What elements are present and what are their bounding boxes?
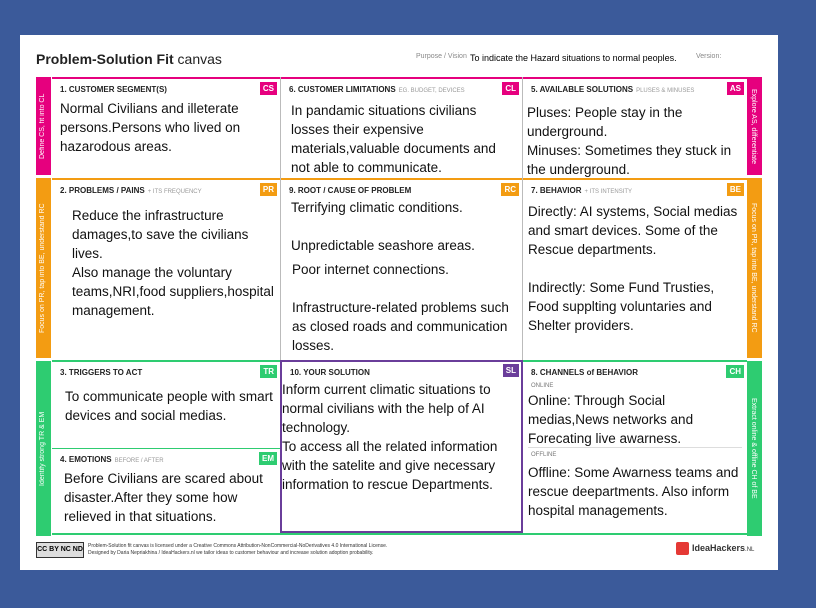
em-title: 4. EMOTIONS — [60, 455, 112, 464]
left-band-mid-label: Focus on PR, tap into BE, understand RC — [39, 203, 46, 333]
section-channels — [523, 362, 747, 533]
pr-text: Reduce the infrastructure damages,to save the civilians lives. Also manage the voluntary teams,NRI,food suppliers,hospital management. — [72, 208, 274, 318]
right-band-bottom — [747, 361, 762, 536]
page-title — [36, 51, 222, 67]
cc-license-badge: CC BY NC ND — [36, 542, 84, 558]
em-text: Before Civilians are scared about disaster.After they some how relieved in that situations. — [64, 471, 263, 524]
as-text: Pluses: People stay in the underground. Minuses: Sometimes they stuck in the underground. — [527, 105, 732, 177]
rc-text-1: Terrifying climatic conditions. — [291, 200, 463, 215]
pr-sub: + ITS FREQUENCY — [147, 189, 202, 195]
license-line-1: Problem-Solution fit canvas is licensed under a Creative Commons Attribution-NonCommercial-NoDerivatives 4.0 International License. — [88, 543, 388, 549]
license-text — [88, 543, 387, 557]
right-band-mid — [747, 178, 762, 358]
as-sub: PLUSES & MINUSES — [636, 88, 695, 94]
cs-text: Normal Civilians and illeterate persons.Persons who lived on hazarodous areas. — [60, 101, 241, 154]
rc-text-4: Infrastructure-related problems such as closed roads and communication losses. — [292, 300, 509, 353]
cl-header — [289, 85, 465, 94]
section-available-solutions — [523, 79, 747, 178]
left-band-bottom — [36, 361, 51, 536]
be-sub: + ITS INTENSITY — [584, 189, 633, 195]
section-triggers — [52, 362, 280, 448]
rc-text-2: Unpredictable seashore areas. — [291, 238, 475, 253]
em-sub: BEFORE / AFTER — [114, 458, 164, 464]
brand-suffix: .NL — [745, 546, 755, 553]
be-title: 7. BEHAVIOR — [531, 186, 582, 195]
tr-code: TR — [260, 365, 277, 378]
pr-title: 2. PROBLEMS / PAINS — [60, 186, 145, 195]
brand-name: IdeaHackers — [692, 542, 746, 553]
sl-header: 10. YOUR SOLUTION — [290, 368, 370, 377]
section-problems-pains — [52, 180, 280, 360]
right-band-bottom-label: Extract online & offline CH of BE — [750, 398, 757, 499]
left-band-top — [36, 77, 51, 175]
section-behavior — [523, 180, 747, 360]
row3-bottom-border — [52, 533, 747, 535]
ch-header: 8. CHANNELS of BEHAVIOR — [531, 368, 638, 377]
as-title: 5. AVAILABLE SOLUTIONS — [531, 85, 634, 94]
pr-code: PR — [260, 183, 277, 196]
version-label: Version: — [696, 53, 722, 60]
title-bold: Problem-Solution Fit — [36, 51, 174, 67]
cs-code: CS — [260, 82, 277, 95]
left-band-mid — [36, 178, 51, 358]
rc-code: RC — [501, 183, 519, 196]
as-code: AS — [727, 82, 744, 95]
left-band-top-label: Define CS, fit into CL — [39, 93, 46, 159]
cl-title: 6. CUSTOMER LIMITATIONS — [289, 85, 396, 94]
section-root-cause — [281, 180, 522, 360]
right-band-top-label: Explore AS, differentiate — [750, 88, 757, 164]
sl-code: SL — [503, 364, 519, 377]
section-your-solution — [282, 362, 521, 531]
em-code: EM — [259, 452, 277, 465]
right-band-mid-label: Focus on PR, tap into BE, understand RC — [750, 203, 757, 333]
em-header — [60, 455, 164, 464]
ch-divider — [528, 447, 742, 448]
cl-code: CL — [502, 82, 519, 95]
ch-offline-label: OFFLINE — [531, 452, 557, 458]
ch-offline-text: Offline: Some Awarness teams and rescue deepartments. Also inform hospital managements. — [528, 465, 739, 518]
be-code: BE — [727, 183, 744, 196]
ch-code: CH — [726, 365, 744, 378]
section-customer-limitations — [281, 79, 522, 178]
be-header — [531, 186, 632, 195]
tr-text: To communicate people with smart devices and social medias. — [65, 389, 273, 423]
left-band-bottom-label: Identify strong TR & EM — [39, 411, 46, 486]
as-header — [531, 85, 694, 94]
purpose-label: Purpose / Vision — [416, 53, 467, 60]
be-text: Directly: AI systems, Social medias and smart devices. Some of the Rescue departments. Indirectly: Some Fund Trusties, Food supplting voluntaries and Shelter providers. — [528, 204, 738, 333]
ch-online-text: Online: Through Social medias,News networks and Forecating live awarness. — [528, 393, 694, 446]
rc-header: 9. ROOT / CAUSE OF PROBLEM — [289, 186, 412, 195]
canvas-sheet — [20, 35, 778, 570]
ideahackers-logo — [676, 542, 754, 555]
section-emotions — [52, 449, 280, 533]
sl-text: Inform current climatic situations to normal civilians with the help of AI technology. To access all the related information with the satelite and give necessary information to rescue Departments. — [282, 382, 498, 492]
pr-header — [60, 186, 202, 195]
title-light: canvas — [177, 51, 222, 67]
cs-header: 1. CUSTOMER SEGMENT(S) — [60, 85, 167, 94]
ideahackers-icon — [676, 542, 689, 555]
purpose-value: To indicate the Hazard situations to normal peoples. — [470, 53, 677, 63]
section-customer-segments — [52, 79, 280, 178]
cl-sub: EG. BUDGET, DEVICES — [398, 88, 465, 94]
license-line-2: Designed by Daria Nepriakhina / IdeaHackers.nl we tailor ideas to customer behaviour and increase solution adoption probability. — [88, 550, 374, 556]
ch-online-label: ONLINE — [531, 383, 554, 389]
right-band-top — [747, 77, 762, 175]
tr-header: 3. TRIGGERS TO ACT — [60, 368, 143, 377]
rc-text-3: Poor internet connections. — [292, 262, 449, 277]
cl-text: In pandamic situations civilians losses their expensive materials,valuable documents and not able to communicate. — [291, 103, 496, 175]
